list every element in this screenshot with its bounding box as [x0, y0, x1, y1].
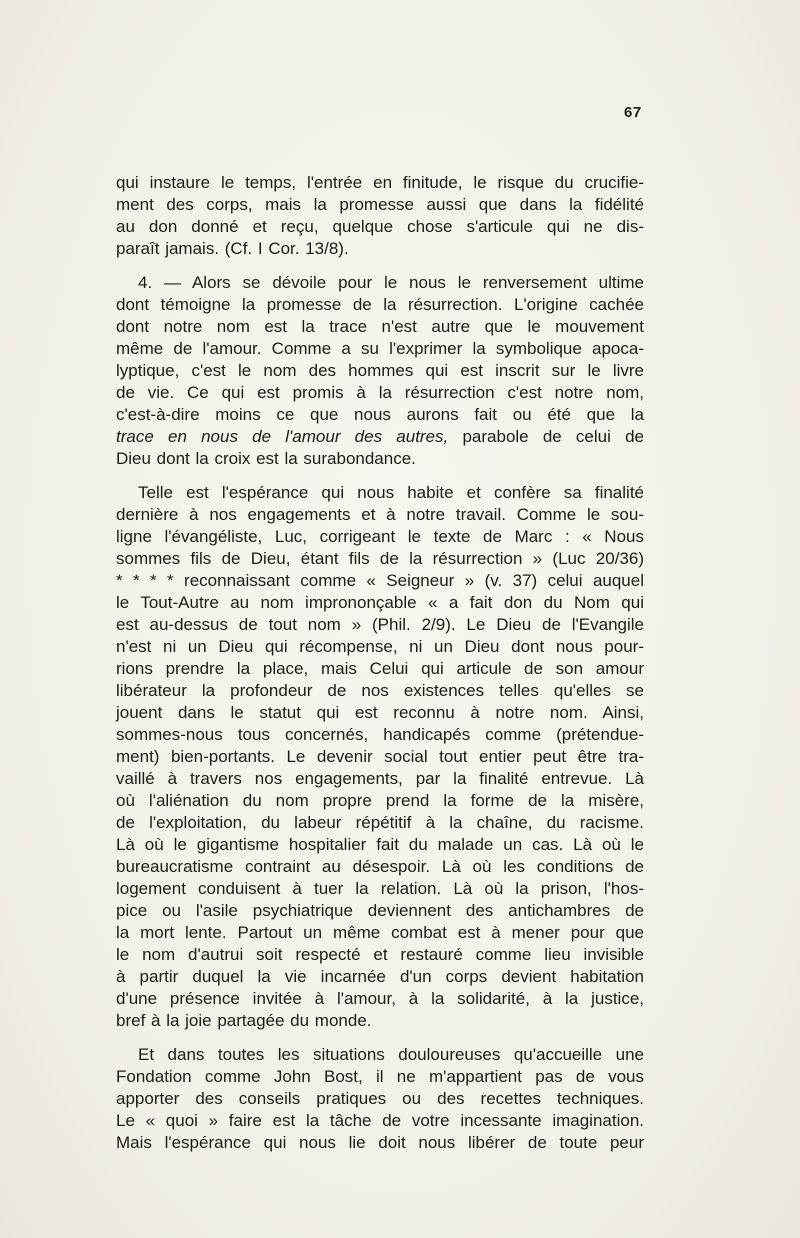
- text-line: ment des corps, mais la promesse aussi que dans la fidélité: [116, 195, 644, 214]
- text-line: n'est ni un Dieu qui récompense, ni un Dieu dont nous pour-: [116, 637, 644, 656]
- text-line: dernière à nos engagements et à notre travail. Comme le sou-: [116, 505, 644, 524]
- text-line: bureaucratisme contraint au désespoir. Là où les conditions de: [116, 857, 644, 876]
- text-line: apporter des conseils pratiques ou des recettes techniques.: [116, 1089, 644, 1108]
- text-line: le Tout-Autre au nom imprononçable « a fait don du Nom qui: [116, 593, 644, 612]
- text-line: d'une présence invitée à l'amour, à la solidarité, à la justice,: [116, 989, 644, 1008]
- text-line: paraît jamais. (Cf. I Cor. 13/8).: [116, 239, 349, 258]
- text-line: qui instaure le temps, l'entrée en finitude, le risque du crucifie-: [116, 173, 644, 192]
- text-line: Mais l'espérance qui nous lie doit nous libérer de toute peur: [116, 1133, 644, 1152]
- text-line: [116, 426, 644, 448]
- text-line: au don donné et reçu, quelque chose s'articule qui ne dis-: [116, 217, 644, 236]
- text-line: sommes-nous tous concernés, handicapés comme (prétendue-: [116, 725, 644, 744]
- text-line: de l'exploitation, du labeur répétitif à la chaîne, du racisme.: [116, 813, 644, 832]
- text-line: de vie. Ce qui est promis à la résurrection c'est notre nom,: [116, 383, 644, 402]
- text-line: Fondation comme John Bost, il ne m'appartient pas de vous: [116, 1067, 644, 1086]
- text-line: pice ou l'asile psychiatrique deviennent des antichambres de: [116, 901, 644, 920]
- text-line: 4. — Alors se dévoile pour le nous le renversement ultime: [138, 273, 644, 292]
- paragraph: [116, 272, 644, 470]
- paragraph: [116, 172, 644, 260]
- text-line: Le « quoi » faire est la tâche de votre incessante imagination.: [116, 1111, 644, 1130]
- text-line: logement conduisent à tuer la relation. Là où la prison, l'hos-: [116, 879, 644, 898]
- paragraph: [116, 1044, 644, 1154]
- page-number: 67: [624, 104, 642, 121]
- text-line: jouent dans le statut qui est reconnu à notre nom. Ainsi,: [116, 703, 644, 722]
- emphasized-text: trace en nous de l'amour des autres,: [116, 427, 449, 446]
- text-line: Là où le gigantisme hospitalier fait du malade un cas. Là où le: [116, 835, 644, 854]
- text-line: même de l'amour. Comme a su l'exprimer la symbolique apoca-: [116, 339, 644, 358]
- text-line: dont témoigne la promesse de la résurrection. L'origine cachée: [116, 295, 644, 314]
- text-line: libérateur la profondeur de nos existences telles qu'elles se: [116, 681, 644, 700]
- text-line: le nom d'autrui soit respecté et restauré comme lieu invisible: [116, 945, 644, 964]
- text-line: Telle est l'espérance qui nous habite et confère sa finalité: [138, 483, 644, 502]
- text-line: bref à la joie partagée du monde.: [116, 1011, 372, 1030]
- text-line: * * * * reconnaissant comme « Seigneur » (v. 37) celui auquel: [116, 571, 644, 590]
- text-line: la mort lente. Partout un même combat est à mener pour que: [116, 923, 644, 942]
- text-line: vaillé à travers nos engagements, par la finalité entrevue. Là: [116, 769, 644, 788]
- text-line: c'est-à-dire moins ce que nous aurons fait ou été que la: [116, 405, 644, 424]
- text-fragment: parabole de celui de: [448, 427, 645, 446]
- text-line: dont notre nom est la trace n'est autre que le mouvement: [116, 317, 644, 336]
- paragraph: [116, 482, 644, 1032]
- text-line: rions prendre la place, mais Celui qui articule de son amour: [116, 659, 644, 678]
- text-line: sommes fils de Dieu, étant fils de la résurrection » (Luc 20/36): [116, 549, 644, 568]
- text-line: à partir duquel la vie incarnée d'un corps devient habitation: [116, 967, 644, 986]
- text-line: ment) bien-portants. Le devenir social tout entier peut être tra-: [116, 747, 644, 766]
- text-line: où l'aliénation du nom propre prend la forme de la misère,: [116, 791, 644, 810]
- body-text: [116, 172, 644, 1166]
- text-line: lyptique, c'est le nom des hommes qui est inscrit sur le livre: [116, 361, 644, 380]
- text-line: Et dans toutes les situations douloureuses qu'accueille une: [138, 1045, 644, 1064]
- text-line: ligne l'évangéliste, Luc, corrigeant le texte de Marc : « Nous: [116, 527, 644, 546]
- text-line: Dieu dont la croix est la surabondance.: [116, 449, 416, 468]
- text-line: est au-dessus de tout nom » (Phil. 2/9). Le Dieu de l'Evangile: [116, 615, 644, 634]
